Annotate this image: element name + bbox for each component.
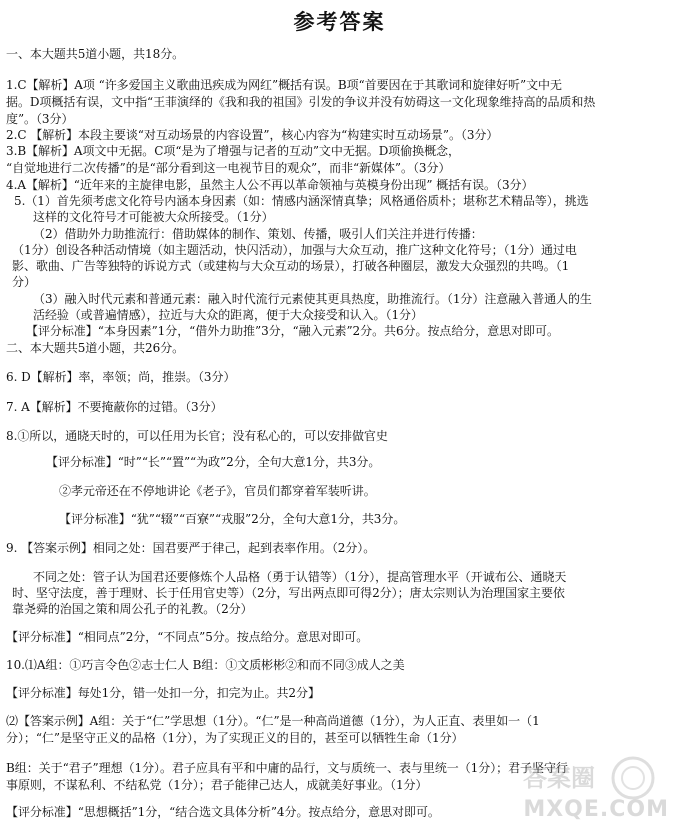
- answer-10-2-a-line-1: ⑵【答案示例】A组：关于“仁”学思想（1分）。“仁”是一种高尚道德（1分），为人正直、表里如一（1: [6, 714, 540, 728]
- answer-6: 6. D【解析】率，率领；尚，推崇。（3分）: [6, 370, 236, 384]
- watermark-logo-text: 答案圈: [523, 764, 595, 792]
- answer-10-1: 10.⑴A组：①巧言令色②志士仁人 B组：①文质彬彬②和而不同③成人之美: [6, 658, 405, 672]
- scoring-standard-8-1: 【评分标准】“时”“长”“置”“为政”2分，全句大意1分，共3分。: [46, 455, 381, 469]
- answer-4: 4.A【解析】“近年来的主旋律电影，虽然主人公不再以革命领袖与英模身份出现” 概括有误。（3分）: [6, 178, 534, 192]
- answer-1-line-3: 度”。（3分）: [6, 112, 74, 126]
- answer-5-3-line-1: （3）融入时代元素和普通元素：融入时代流行元素使其更具热度，助推流行。（1分）注意融入普通人的生: [33, 292, 592, 306]
- section-1-heading: 一、本大题共5道小题，共18分。: [6, 47, 185, 61]
- scoring-standard-10-1: 【评分标准】每处1分，错一处扣一分，扣完为止。共2分】: [6, 686, 320, 700]
- answer-9-line-1: 不同之处：管子认为国君还要修炼个人品格（勇于认错等）（1分），提高管理水平（开诚布公、通晓天: [33, 570, 567, 584]
- watermark-text: MXQE.COM: [523, 797, 669, 822]
- answer-2: 2.C 【解析】本段主要谈“对互动场景的内容设置”，核心内容为“构建实时互动场景”。（3分）: [6, 128, 499, 142]
- answer-8-2: ②孝元帝还在不停地讲论《老子》，官员们都穿着军装听讲。: [59, 484, 376, 498]
- answer-7: 7. A【解析】不要掩蔽你的过错。（3分）: [6, 400, 223, 414]
- answer-1-line-1: 1.C【解析】A项 “许多爱国主义歌曲迅疾成为网红”概括有误。B项“首要因在于其歌词和旋律好听”文中无: [6, 78, 562, 92]
- page-title: 参考答案: [293, 10, 386, 34]
- answer-9-line-2: 时、坚守法度，善于理财、长于任用官史等）（2分，写出两点即可得2分）；唐太宗则认为治理国家主要依: [12, 586, 565, 600]
- scoring-standard-5: 【评分标准】“本身因素”1分，“借外力助推”3分，“融入元素”2分。共6分。按点给分，意思对即可。: [26, 324, 559, 338]
- answer-5-1-line-2: 这样的文化符号才可能被大众所接受。（1分）: [33, 210, 274, 224]
- answer-5-3-line-2: 活经验（或普遍情感），拉近与大众的距离，便于大众接受和认入。（1分）: [33, 308, 423, 322]
- answer-9-line-3: 靠尧舜的治国之策和周公孔子的礼教。（2分）: [12, 602, 253, 616]
- answer-8-1: 8.①所以，通晓天时的，可以任用为长官；没有私心的，可以安排做官史: [6, 429, 388, 443]
- answer-5-2-line-3: 影、歌曲、广告等独特的诉说方式（或建构与大众互动的场景），打破各种圈层，激发大众强烈的共鸣。（1: [12, 259, 570, 273]
- answer-9-example: 9. 【答案示例】相同之处：国君要严于律己，起到表率作用。（2分）。: [6, 541, 376, 555]
- answer-1-line-2: 据。D项概括有误，文中指“王菲演绎的《我和我的祖国》引发的争议并没有妨碍这一文化现象维持高的品质和热: [6, 95, 596, 109]
- answer-5-1-line-1: 5.（1）首先须考虑文化符号内涵本身因素（如：情感内涵深情真挚；风格通俗质朴；堪称艺术精品等），挑选: [14, 194, 589, 208]
- answer-10-2-a-line-2: 分）；“仁”是坚守正义的品格（1分），为了实现正义的目的，甚至可以牺牲生命（1分）: [6, 731, 464, 745]
- answer-5-2-line-2: （1分）创设各种活动情境（如主题活动，快闪活动），加强与大众互动，推广这种文化符号；（1分）通过电: [12, 243, 577, 257]
- scoring-standard-10-2: 【评分标准】“思想概括”1分，“结合选文具体分析”4分。按点给分，意思对即可。: [6, 805, 440, 819]
- section-2-heading: 二、本大题共5道小题，共26分。: [6, 341, 185, 355]
- answer-5-2-line-1: （2）借助外力助推流行：借助媒体的制作、策划、传播，吸引人们关注并进行传播：: [33, 227, 483, 241]
- answer-3-line-2: “自觉地进行二次传播”的是“部分看到这一电视节目的观众”，而非“新媒体”。（3分）: [6, 161, 451, 175]
- scoring-standard-9: 【评分标准】“相同点”2分，“不同点”5分。按点给分。意思对即可。: [6, 630, 369, 644]
- answer-10-2-b-line-1: B组：关于“君子”理想（1分）。君子应具有平和中庸的品行，文与质统一、表与里统一（1分）；君子坚守行: [6, 761, 568, 775]
- answer-10-2-b-line-2: 事原则，不谋私利、不结私党（1分）；君子能律己达人，成就美好事业。（1分）: [6, 778, 428, 792]
- answer-3-line-1: 3.B【解析】A项文中无据。C项“是为了增强与记者的互动”文中无据。D项偷换概念，: [6, 144, 460, 158]
- scoring-standard-8-2: 【评分标准】“犹”“辍”“百寮”“戎服”2分，全句大意1分，共3分。: [59, 512, 406, 526]
- answer-5-2-line-4: 分）: [12, 275, 36, 289]
